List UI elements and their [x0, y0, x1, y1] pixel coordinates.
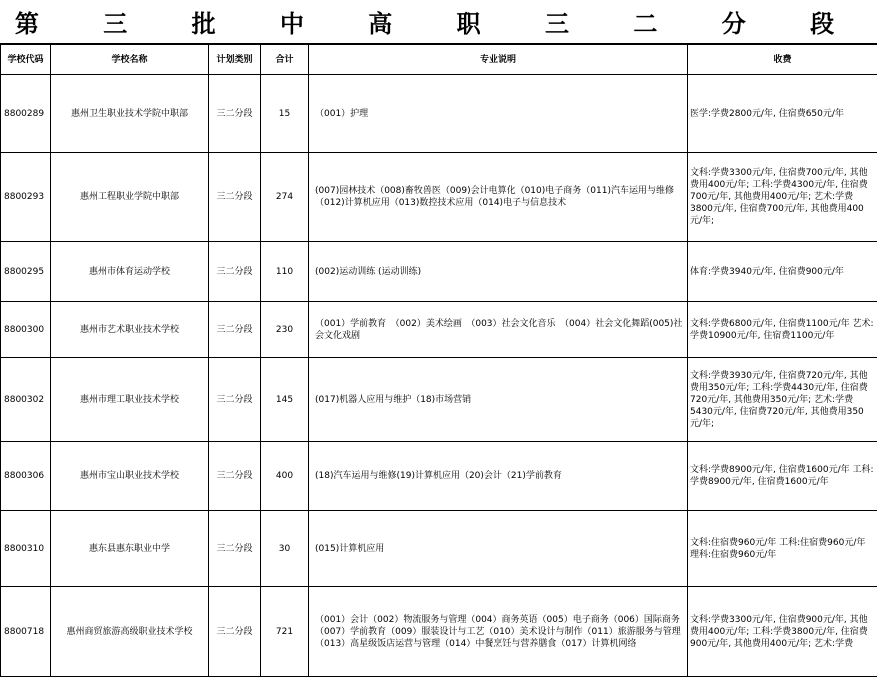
school-code: 8800302 [1, 358, 51, 442]
fee-description: 文科:住宿费960元/年 工科:住宿费960元/年 理科:住宿费960元/年 [688, 511, 877, 587]
school-code: 8800295 [1, 242, 51, 302]
table-row [1, 511, 877, 587]
page-title: 第 三 批 中 高 职 三 二 分 段 [0, 0, 877, 44]
school-name: 惠州市宝山职业技术学校 [51, 442, 209, 511]
major-description: (017)机器人应用与维护（18)市场营销 [309, 358, 688, 442]
major-description: (002)运动训练 (运动训练) [309, 242, 688, 302]
school-name: 惠州市艺术职业技术学校 [51, 302, 209, 358]
plan-type: 三二分段 [209, 511, 261, 587]
table-row [1, 358, 877, 442]
header-fees: 收费 [688, 45, 877, 75]
total-count: 110 [261, 242, 309, 302]
school-name: 惠东县惠东职业中学 [51, 511, 209, 587]
school-code: 8800306 [1, 442, 51, 511]
school-name: 惠州卫生职业技术学院中职部 [51, 75, 209, 153]
table-row [1, 242, 877, 302]
major-description: (007)园林技术（008)畜牧兽医（009)会计电算化（010)电子商务（011)汽车运用与维修（012)计算机应用（013)数控技术应用（014)电子与信息技术 [309, 153, 688, 242]
total-count: 15 [261, 75, 309, 153]
table-row [1, 302, 877, 358]
school-name: 惠州市理工职业技术学校 [51, 358, 209, 442]
table-row [1, 587, 877, 677]
fee-description: 文科:学费3300元/年, 住宿费700元/年, 其他费用400元/年; 工科:学费4300元/年, 住宿费700元/年, 其他费用400元/年; 艺术:学费3800元/年, 住宿费700元/年, 其他费用400元/年; [688, 153, 877, 242]
total-count: 230 [261, 302, 309, 358]
header-total: 合计 [261, 45, 309, 75]
plan-type: 三二分段 [209, 587, 261, 677]
total-count: 145 [261, 358, 309, 442]
major-description: (18)汽车运用与维修(19)计算机应用（20)会计（21)学前教育 [309, 442, 688, 511]
fee-description: 文科:学费6800元/年, 住宿费1100元/年 艺术:学费10900元/年, 住宿费1100元/年 [688, 302, 877, 358]
table-row [1, 442, 877, 511]
school-name: 惠州商贸旅游高级职业技术学校 [51, 587, 209, 677]
fee-description: 文科:学费8900元/年, 住宿费1600元/年 工科:学费8900元/年, 住宿费1600元/年 [688, 442, 877, 511]
fee-description: 医学:学费2800元/年, 住宿费650元/年 [688, 75, 877, 153]
school-code: 8800293 [1, 153, 51, 242]
header-school-code: 学校代码 [1, 45, 51, 75]
plan-type: 三二分段 [209, 242, 261, 302]
major-description: (015)计算机应用 [309, 511, 688, 587]
total-count: 30 [261, 511, 309, 587]
plan-type: 三二分段 [209, 442, 261, 511]
plan-type: 三二分段 [209, 302, 261, 358]
plan-type: 三二分段 [209, 153, 261, 242]
major-description: （001）护理 [309, 75, 688, 153]
school-name: 惠州市体育运动学校 [51, 242, 209, 302]
total-count: 274 [261, 153, 309, 242]
table-header-row [1, 45, 877, 75]
fee-description: 文科:学费3300元/年, 住宿费900元/年, 其他费用400元/年; 工科:学费3800元/年, 住宿费900元/年, 其他费用400元/年; 艺术:学费 [688, 587, 877, 677]
school-name: 惠州工程职业学院中职部 [51, 153, 209, 242]
total-count: 400 [261, 442, 309, 511]
fee-description: 文科:学费3930元/年, 住宿费720元/年, 其他费用350元/年; 工科:学费4430元/年, 住宿费720元/年, 其他费用350元/年; 艺术:学费5430元/年, 住宿费720元/年, 其他费用350元/年; [688, 358, 877, 442]
school-code: 8800289 [1, 75, 51, 153]
school-code: 8800718 [1, 587, 51, 677]
plan-type: 三二分段 [209, 358, 261, 442]
header-plan-type: 计划类别 [209, 45, 261, 75]
header-school-name: 学校名称 [51, 45, 209, 75]
header-major-description: 专业说明 [309, 45, 688, 75]
school-code: 8800300 [1, 302, 51, 358]
major-description: （001）会计（002）物流服务与管理（004）商务英语（005）电子商务（006）国际商务（007）学前教育（009）服装设计与工艺（010）美术设计与制作（011）旅游服务与管理（013）高星级饭店运营与管理（014）中餐烹饪与营养膳食（017）计算机网络 [309, 587, 688, 677]
plan-type: 三二分段 [209, 75, 261, 153]
admission-table [0, 44, 877, 677]
table-row [1, 75, 877, 153]
school-code: 8800310 [1, 511, 51, 587]
total-count: 721 [261, 587, 309, 677]
table-row [1, 153, 877, 242]
major-description: （001）学前教育 （002）美术绘画 （003）社会文化音乐 （004）社会文化舞蹈(005)社会文化戏剧 [309, 302, 688, 358]
fee-description: 体育:学费3940元/年, 住宿费900元/年 [688, 242, 877, 302]
